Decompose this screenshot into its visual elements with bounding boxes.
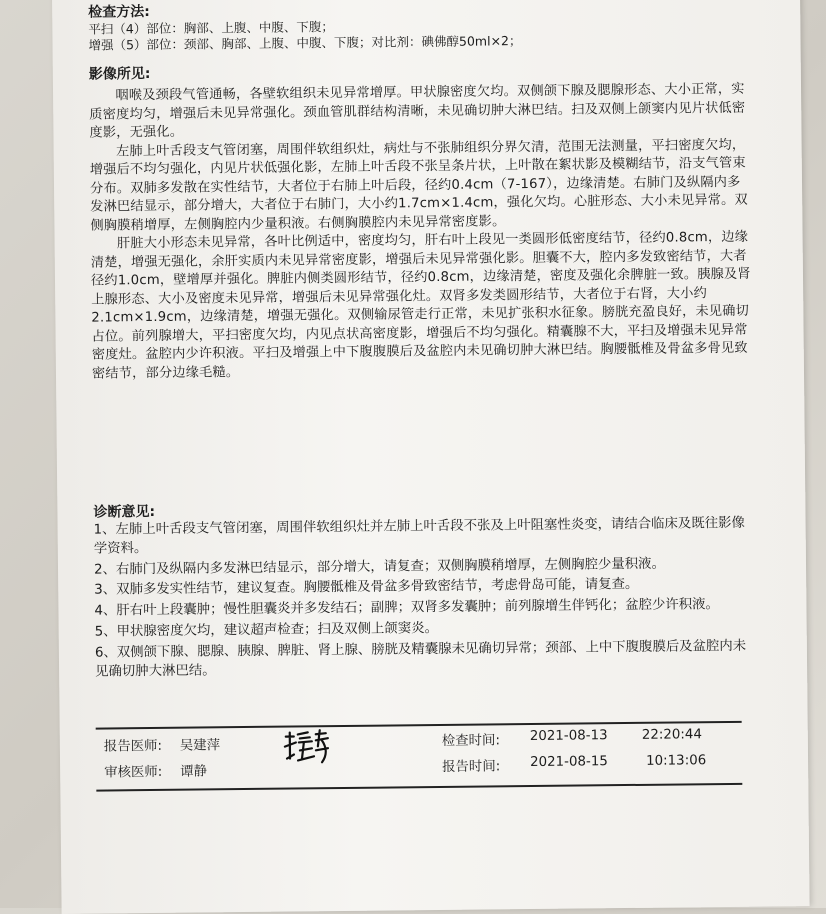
findings-paragraph-abdomen: 肝脏大小形态未见异常，各叶比例适中，密度均匀，肝右叶上段见一类圆形低密度结节，径约0.8cm，边缘清楚，增强无强化，余肝实质内未见异常密度影，增强后未见异常强化影。胆囊不大，腔内多发致密结节，大者径约1.0cm，壁增厚并强化。脾脏内侧类圆形结节，径约0.8cm，边缘清楚，密度及强化余脾脏一致。胰腺及肾上腺形态、大小及密度未见异常，增强后未见异常强化灶。双肾多发类圆形结节，大者位于右肾，大小约2.1cm×1.9cm，边缘清楚，增强无强化。双侧输尿管走行正常，未见扩张积水征象。膀胱充盈良好，未见确切占位。前列腺增大，平扫密度欠均，内见点状高密度影，增强后不均匀强化。精囊腺不大，平扫及增强未见异常密度灶。盆腔内少许积液。平扫及增强上中下腹腹膜后及盆腔内未见确切肿大淋巴结。胸腰骶椎及骨盆多骨见致密结节，部分边缘毛糙。 bbox=[90, 229, 751, 382]
diagnosis-item: 4、肝右叶上段囊肿；慢性胆囊炎并多发结石；副脾；双肾多发囊肿；前列腺增生伴钙化；盆腔少许积液。 bbox=[94, 597, 720, 619]
review-doctor-name: 谭静 bbox=[180, 764, 208, 780]
diagnosis-item: 6、双侧颌下腺、腮腺、胰腺、脾脏、肾上腺、膀胱及精囊腺未见确切异常；颈部、上中下腹腹膜后及盆腔内未见确切肿大淋巴结。 bbox=[94, 638, 747, 680]
findings-paragraph-neck: 咽喉及颈段气管通畅，各壁软组织未见异常增厚。甲状腺密度欠均。双侧颌下腺及腮腺形态、大小正常，实质密度均匀，增强后未见异常强化。颈血管肌群结构清晰，未见确切肿大淋巴结。扫及双侧上颌窦内见片状低密度影，无强化。 bbox=[89, 81, 746, 141]
findings-paragraph-chest: 左肺上叶舌段支气管闭塞，周围伴软组织灶，病灶与不张肺组织分界欠清，范围无法测量，平扫密度欠均，增强后不均匀强化，内见片状低强化影，左肺上叶舌段不张呈条片状，上叶散在絮状影及模糊结节，沿支气管束分布。双肺多发散在实性结节，大者位于右肺上叶后段，径约0.4cm（7-167），边缘清楚。右肺门及纵隔内多发淋巴结显示，部分增大，大者位于右肺门，大小约1.7cm×1.4cm，强化欠均。心脏形态、大小未见异常。双侧胸膜稍增厚，左侧胸腔内少量积液。右侧胸膜腔内未见异常密度影。 bbox=[89, 137, 748, 234]
report-doctor-label: 报告医师: bbox=[103, 738, 163, 755]
findings-heading: 影像所见: bbox=[88, 65, 151, 83]
exam-date: 2021-08-13 bbox=[529, 728, 608, 745]
findings-body bbox=[89, 81, 752, 384]
report-footer bbox=[96, 723, 743, 782]
footer-bottom-rule bbox=[96, 783, 742, 792]
diagnosis-list bbox=[94, 515, 756, 684]
diagnosis-heading: 诊断意见: bbox=[93, 503, 156, 521]
report-time: 10:13:06 bbox=[645, 753, 707, 769]
diagnosis-item: 3、双肺多发实性结节，建议复查。胸腰骶椎及骨盆多骨致密结节，考虑骨岛可能，请复查。 bbox=[94, 577, 639, 598]
method-plain-scan: 平扫（4）部位：胸部、上腹、中腹、下腹； bbox=[88, 19, 334, 37]
report-paper bbox=[52, 0, 810, 914]
method-heading: 检查方法: bbox=[88, 3, 150, 21]
report-doctor-name: 吴建萍 bbox=[179, 738, 221, 754]
exam-time: 22:20:44 bbox=[641, 727, 703, 743]
handwritten-signature bbox=[282, 728, 334, 769]
diagnosis-item: 2、右肺门及纵隔内多发淋巴结显示，部分增大，请复查；双侧胸膜稍增厚，左侧胸腔少量积液。 bbox=[93, 556, 666, 578]
review-doctor-label: 审核医师: bbox=[104, 764, 163, 781]
diagnosis-item: 1、左肺上叶舌段支气管闭塞，周围伴软组织灶并左肺上叶舌段不张及上叶阻塞性炎变，请结合临床及既往影像学资料。 bbox=[93, 515, 745, 557]
report-time-label: 报告时间: bbox=[442, 759, 501, 775]
diagnosis-item: 5、甲状腺密度欠均，建议超声检查；扫及双侧上颌窦炎。 bbox=[94, 620, 439, 640]
report-date: 2021-08-15 bbox=[529, 754, 608, 771]
exam-time-label: 检查时间: bbox=[441, 733, 501, 749]
method-enhanced-scan: 增强（5）部位：颈部、胸部、上腹、中腹、下腹；对比剂：碘佛醇50ml×2； bbox=[88, 33, 522, 53]
